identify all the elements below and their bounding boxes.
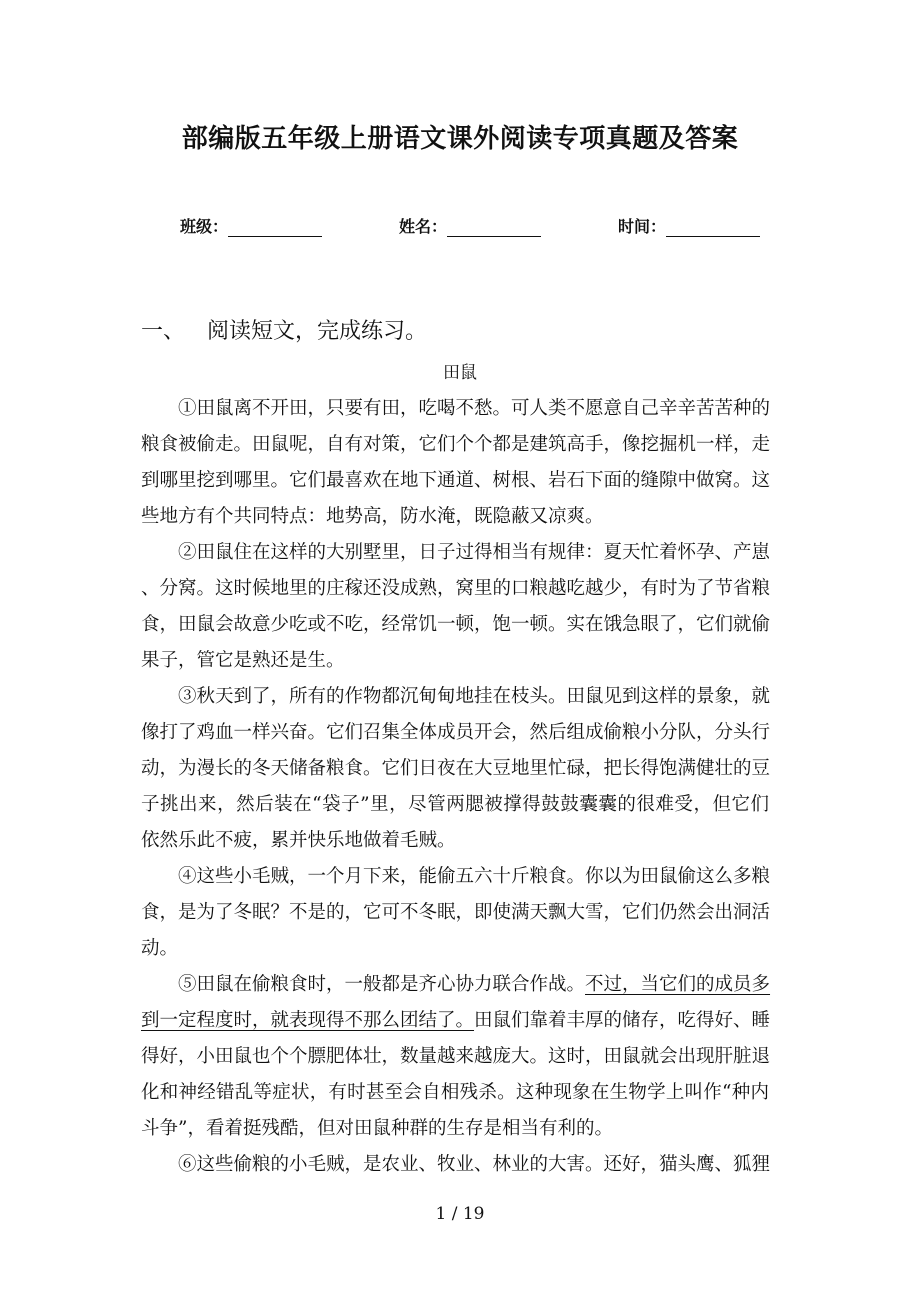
- text-line: [141, 1147, 769, 1183]
- text-line: [141, 1111, 769, 1147]
- time-blank: [666, 220, 760, 237]
- text-line: [141, 463, 769, 499]
- text-line: [141, 391, 769, 427]
- name-label: 姓名：: [398, 217, 447, 236]
- text-segment: 、分窝。这时候地里的庄稼还没成熟，窝里的口粮越吃越少，有时为了节省粮: [141, 578, 771, 599]
- passage-title: 田鼠: [443, 363, 477, 383]
- text-line: [141, 1003, 769, 1039]
- underlined-sentence: 到一定程度时，就表现得不那么团结了。: [141, 1010, 475, 1031]
- text-segment: 动，为漫长的冬天储备粮食。它们日夜在大豆地里忙碌，把长得饱满健壮的豆: [141, 758, 771, 779]
- class-label: 班级：: [180, 217, 229, 236]
- text-line: [141, 1075, 769, 1111]
- text-line: [141, 535, 769, 571]
- text-segment: 子挑出来，然后装在“袋子”里，尽管两腮被撑得鼓鼓囊囊的很难受，但它们: [141, 794, 769, 815]
- student-info-row: [180, 214, 760, 237]
- paragraph: [141, 1147, 769, 1183]
- text-segment: 食，是为了冬眠？不是的，它可不冬眠，即使满天飘大雪，它们仍然会出洞活: [141, 902, 771, 923]
- text-line: [141, 499, 769, 535]
- text-line: [141, 427, 769, 463]
- text-line: [141, 715, 769, 751]
- text-line: [141, 679, 769, 715]
- text-line: [141, 607, 769, 643]
- paragraph: [141, 391, 769, 535]
- text-line: [141, 751, 769, 787]
- name-blank: [447, 220, 541, 237]
- text-line: [141, 787, 769, 823]
- text-segment: ⑥这些偷粮的小毛贼，是农业、牧业、林业的大害。还好，猫头鹰、狐狸: [178, 1154, 771, 1175]
- passage-body: [141, 391, 769, 1183]
- text-segment: 斗争”，看着挺残酷，但对田鼠种群的生存是相当有利的。: [141, 1118, 613, 1139]
- text-segment: 化和神经错乱等症状，有时甚至会自相残杀。这种现象在生物学上叫作“种内: [141, 1082, 769, 1103]
- text-segment: ⑤田鼠在偷粮食时，一般都是齐心协力联合作战。: [178, 974, 586, 995]
- text-segment: ③秋天到了，所有的作物都沉甸甸地挂在枝头。田鼠见到这样的景象，就: [178, 686, 771, 707]
- text-segment: ①田鼠离不开田，只要有田，吃喝不愁。可人类不愿意自己辛辛苦苦种的: [178, 398, 771, 419]
- paragraph: [141, 535, 769, 679]
- text-segment: 些地方有个共同特点：地势高，防水淹，既隐蔽又凉爽。: [141, 506, 604, 527]
- text-line: [141, 643, 769, 679]
- text-segment: 像打了鸡血一样兴奋。它们召集全体成员开会，然后组成偷粮小分队，分头行: [141, 722, 771, 743]
- text-segment: 得好，小田鼠也个个膘肥体壮，数量越来越庞大。这时，田鼠就会出现肝脏退: [141, 1046, 771, 1067]
- text-segment: 食，田鼠会故意少吃或不吃，经常饥一顿，饱一顿。实在饿急眼了，它们就偷: [141, 614, 771, 635]
- text-line: [141, 1039, 769, 1075]
- text-segment: 田鼠们靠着丰厚的储存，吃得好、睡: [474, 1010, 771, 1031]
- section-heading: [141, 314, 427, 345]
- text-segment: 粮食被偷走。田鼠呢，自有对策，它们个个都是建筑高手，像挖掘机一样，走: [141, 434, 771, 455]
- text-line: [141, 859, 769, 895]
- text-segment: ②田鼠住在这样的大别墅里，日子过得相当有规律：夏天忙着怀孕、产崽: [178, 542, 771, 563]
- class-field: [180, 214, 322, 237]
- text-segment: 到哪里挖到哪里。它们最喜欢在地下通道、树根、岩石下面的缝隙中做窝。这: [141, 470, 771, 491]
- text-segment: 依然乐此不疲，累并快乐地做着毛贼。: [141, 830, 456, 851]
- time-field: [618, 214, 760, 237]
- name-field: [399, 214, 541, 237]
- underlined-sentence: 不过，当它们的成员多: [585, 974, 771, 995]
- text-line: [141, 967, 769, 1003]
- section-number: 一、: [141, 319, 186, 344]
- paragraph: [141, 859, 769, 967]
- document-title: 部编版五年级上册语文课外阅读专项真题及答案: [181, 124, 739, 154]
- text-segment: 动。: [141, 938, 179, 959]
- text-line: [141, 931, 769, 967]
- time-label: 时间：: [617, 217, 666, 236]
- paragraph: [141, 967, 769, 1147]
- section-heading-text: 阅读短文，完成练习。: [207, 319, 428, 344]
- text-line: [141, 823, 769, 859]
- paragraph: [141, 679, 769, 859]
- class-blank: [228, 220, 322, 237]
- text-segment: 果子，管它是熟还是生。: [141, 650, 345, 671]
- page-number: 1 / 19: [435, 1204, 485, 1224]
- text-line: [141, 571, 769, 607]
- text-line: [141, 895, 769, 931]
- text-segment: ④这些小毛贼，一个月下来，能偷五六十斤粮食。你以为田鼠偷这么多粮: [178, 866, 771, 887]
